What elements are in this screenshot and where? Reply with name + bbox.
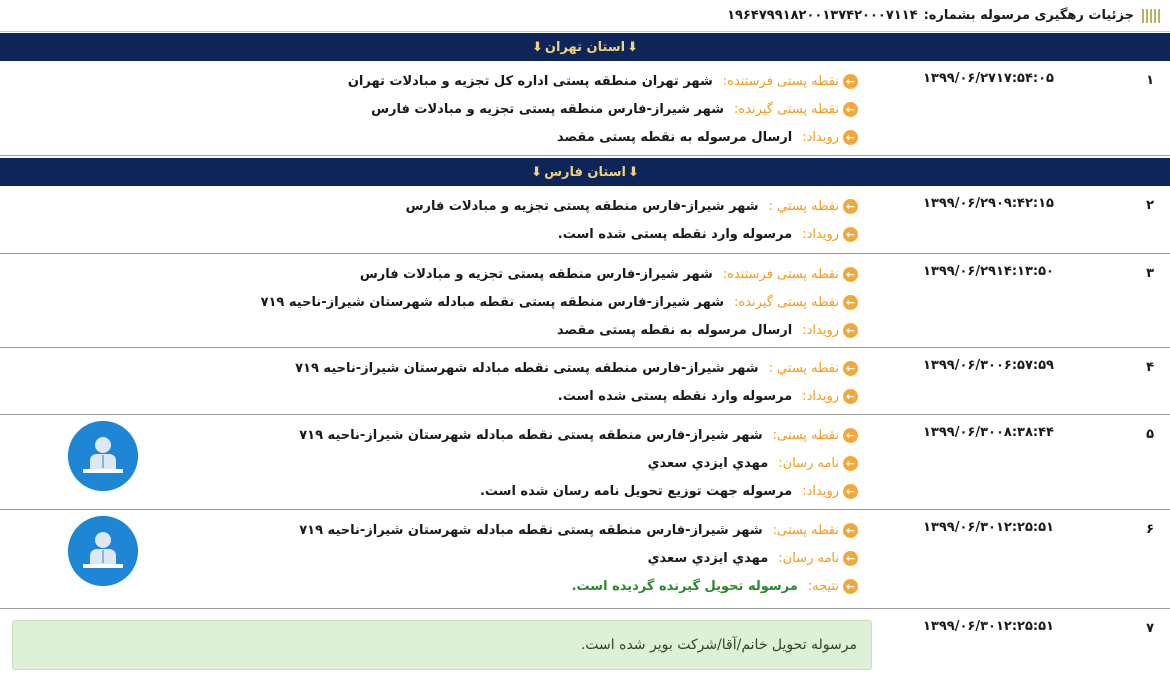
row-number: ۴ [1146,360,1154,375]
detail-value: شهر شیراز-فارس منطقه پستی نقطه مبادله شهرستان شیراز-ناحیه ۷۱۹ [299,427,763,443]
arrow-left-circle-icon: ← [843,295,858,310]
arrow-left-circle-icon: ← [843,102,858,117]
province-label: استان فارس [544,164,626,180]
detail-line [299,477,858,505]
detail-label: نتیجه: [807,578,839,594]
row-details [261,260,858,344]
detail-line [299,449,858,477]
detail-line [295,382,858,410]
detail-line [261,316,858,344]
postman-avatar-icon[interactable] [68,516,138,586]
arrow-left-circle-icon: ← [843,551,858,566]
row-datetime: ۱۳۹۹/۰۶/۲۹۱۴:۱۳:۵۰ [923,264,1054,279]
detail-label: نقطه پستی: [772,427,839,443]
arrow-left-circle-icon: ← [843,227,858,242]
detail-value: شهر شیراز-فارس منطقه پستی تجزیه و مبادلات فارس [405,198,759,214]
detail-label: نقطه پستی فرستنده: [722,73,839,89]
detail-value: شهر تهران منطقه پستی اداره کل تجزیه و مبادلات تهران [347,73,713,89]
detail-line [348,123,858,151]
down-arrow-icon: ⬇ [531,164,543,180]
detail-value: شهر شیراز-فارس منطقه پستی تجزیه و مبادلات فارس [371,101,725,117]
row-number: ۷ [1146,621,1154,636]
detail-label: نقطه پستی فرستنده: [722,266,839,282]
arrow-left-circle-icon: ← [843,130,858,145]
arrow-left-circle-icon: ← [843,456,858,471]
tracking-number: ۱۹۶۴۷۹۹۱۸۲۰۰۱۳۷۴۲۰۰۰۷۱۱۴ [727,8,918,23]
barcode-icon [1140,9,1160,23]
row-details [299,421,858,505]
down-arrow-icon: ⬇ [627,164,639,180]
province-header-fars [0,158,1170,186]
tracking-row [0,61,1170,156]
detail-line [348,95,858,123]
detail-line [261,288,858,316]
row-details [299,516,858,600]
detail-label: نقطه پستی گیرنده: [734,294,839,310]
detail-line [299,572,858,600]
page-title: جزئیات رهگیری مرسوله بشماره: [923,8,1134,23]
tracking-row [0,348,1170,415]
arrow-left-circle-icon: ← [843,323,858,338]
tracking-row [0,415,1170,510]
detail-label: نامه رسان: [778,550,839,566]
postman-avatar-icon[interactable] [68,421,138,491]
row-details [348,67,858,151]
detail-value: شهر شیراز-فارس منطقه پستی نقطه مبادله شهرستان شیراز-ناحیه ۷۱۹ [295,360,759,376]
row-details [295,354,858,410]
down-arrow-icon: ⬇ [627,39,638,55]
province-header-tehran [0,33,1170,61]
tracking-row [0,510,1170,609]
detail-label: نقطه پستي : [768,198,839,214]
detail-label: رویداد: [802,322,839,338]
arrow-left-circle-icon: ← [843,389,858,404]
arrow-left-circle-icon: ← [843,361,858,376]
tracking-row [0,186,1170,254]
row-number: ۶ [1146,522,1154,537]
detail-value: مهدي ايزدي سعدي [647,455,769,471]
arrow-left-circle-icon: ← [843,267,858,282]
detail-line [299,421,858,449]
detail-line [299,544,858,572]
row-number: ۵ [1146,427,1154,442]
detail-value: شهر شیراز-فارس منطقه پستی تجزیه و مبادلات فارس [359,266,713,282]
row-datetime: ۱۳۹۹/۰۶/۲۷۱۷:۵۴:۰۵ [923,71,1054,86]
detail-line [295,354,858,382]
detail-value: شهر شیراز-فارس منطقه پستی نقطه مبادله شهرستان شیراز-ناحیه ۷۱۹ [299,522,763,538]
arrow-left-circle-icon: ← [843,74,858,89]
detail-value: ارسال مرسوله به نقطه پستی مقصد [557,322,793,338]
arrow-left-circle-icon: ← [843,199,858,214]
arrow-left-circle-icon: ← [843,579,858,594]
detail-label: نامه رسان: [778,455,839,471]
detail-label: نقطه پستی: [772,522,839,538]
detail-value: ارسال مرسوله به نقطه پستی مقصد [557,129,793,145]
row-datetime: ۱۳۹۹/۰۶/۳۰۰۸:۳۸:۴۴ [923,425,1054,440]
detail-line [406,220,858,248]
final-message: مرسوله تحویل خانم/آقا/شرکت بویر شده است. [580,637,857,653]
detail-label: نقطه پستی گیرنده: [734,101,839,117]
row-number: ۱ [1146,73,1154,88]
detail-value: مرسوله وارد نقطه پستی شده است. [557,388,793,404]
delivery-result: مرسوله تحویل گیرنده گردیده است. [571,578,798,594]
detail-value: مرسوله وارد نقطه پستی شده است. [557,226,793,242]
row-datetime: ۱۳۹۹/۰۶/۳۰۰۶:۵۷:۵۹ [923,358,1054,373]
down-arrow-icon: ⬇ [532,39,543,55]
delivery-success-alert [12,620,872,670]
arrow-left-circle-icon: ← [843,484,858,499]
tracking-title-bar [0,0,1170,32]
tracking-row [0,254,1170,348]
row-datetime: ۱۳۹۹/۰۶/۳۰۱۲:۲۵:۵۱ [923,619,1054,634]
detail-value: مرسوله جهت توزیع تحویل نامه رسان شده است. [479,483,793,499]
province-label: استان تهران [544,39,626,55]
row-number: ۲ [1146,198,1154,213]
detail-label: رویداد: [802,483,839,499]
detail-value: شهر شیراز-فارس منطقه پستی نقطه مبادله شهرستان شیراز-ناحیه ۷۱۹ [260,294,725,310]
arrow-left-circle-icon: ← [843,523,858,538]
detail-value: مهدي ايزدي سعدي [647,550,769,566]
detail-line [406,192,858,220]
row-details [406,192,858,248]
detail-line [348,67,858,95]
detail-label: رویداد: [802,226,839,242]
arrow-left-circle-icon: ← [843,428,858,443]
row-datetime: ۱۳۹۹/۰۶/۳۰۱۲:۲۵:۵۱ [923,520,1054,535]
detail-line [299,516,858,544]
detail-label: رویداد: [802,129,839,145]
row-number: ۳ [1146,266,1154,281]
detail-label: نقطه پستي : [768,360,839,376]
detail-label: رویداد: [802,388,839,404]
detail-line [261,260,858,288]
row-datetime: ۱۳۹۹/۰۶/۲۹۰۹:۴۲:۱۵ [923,196,1054,211]
